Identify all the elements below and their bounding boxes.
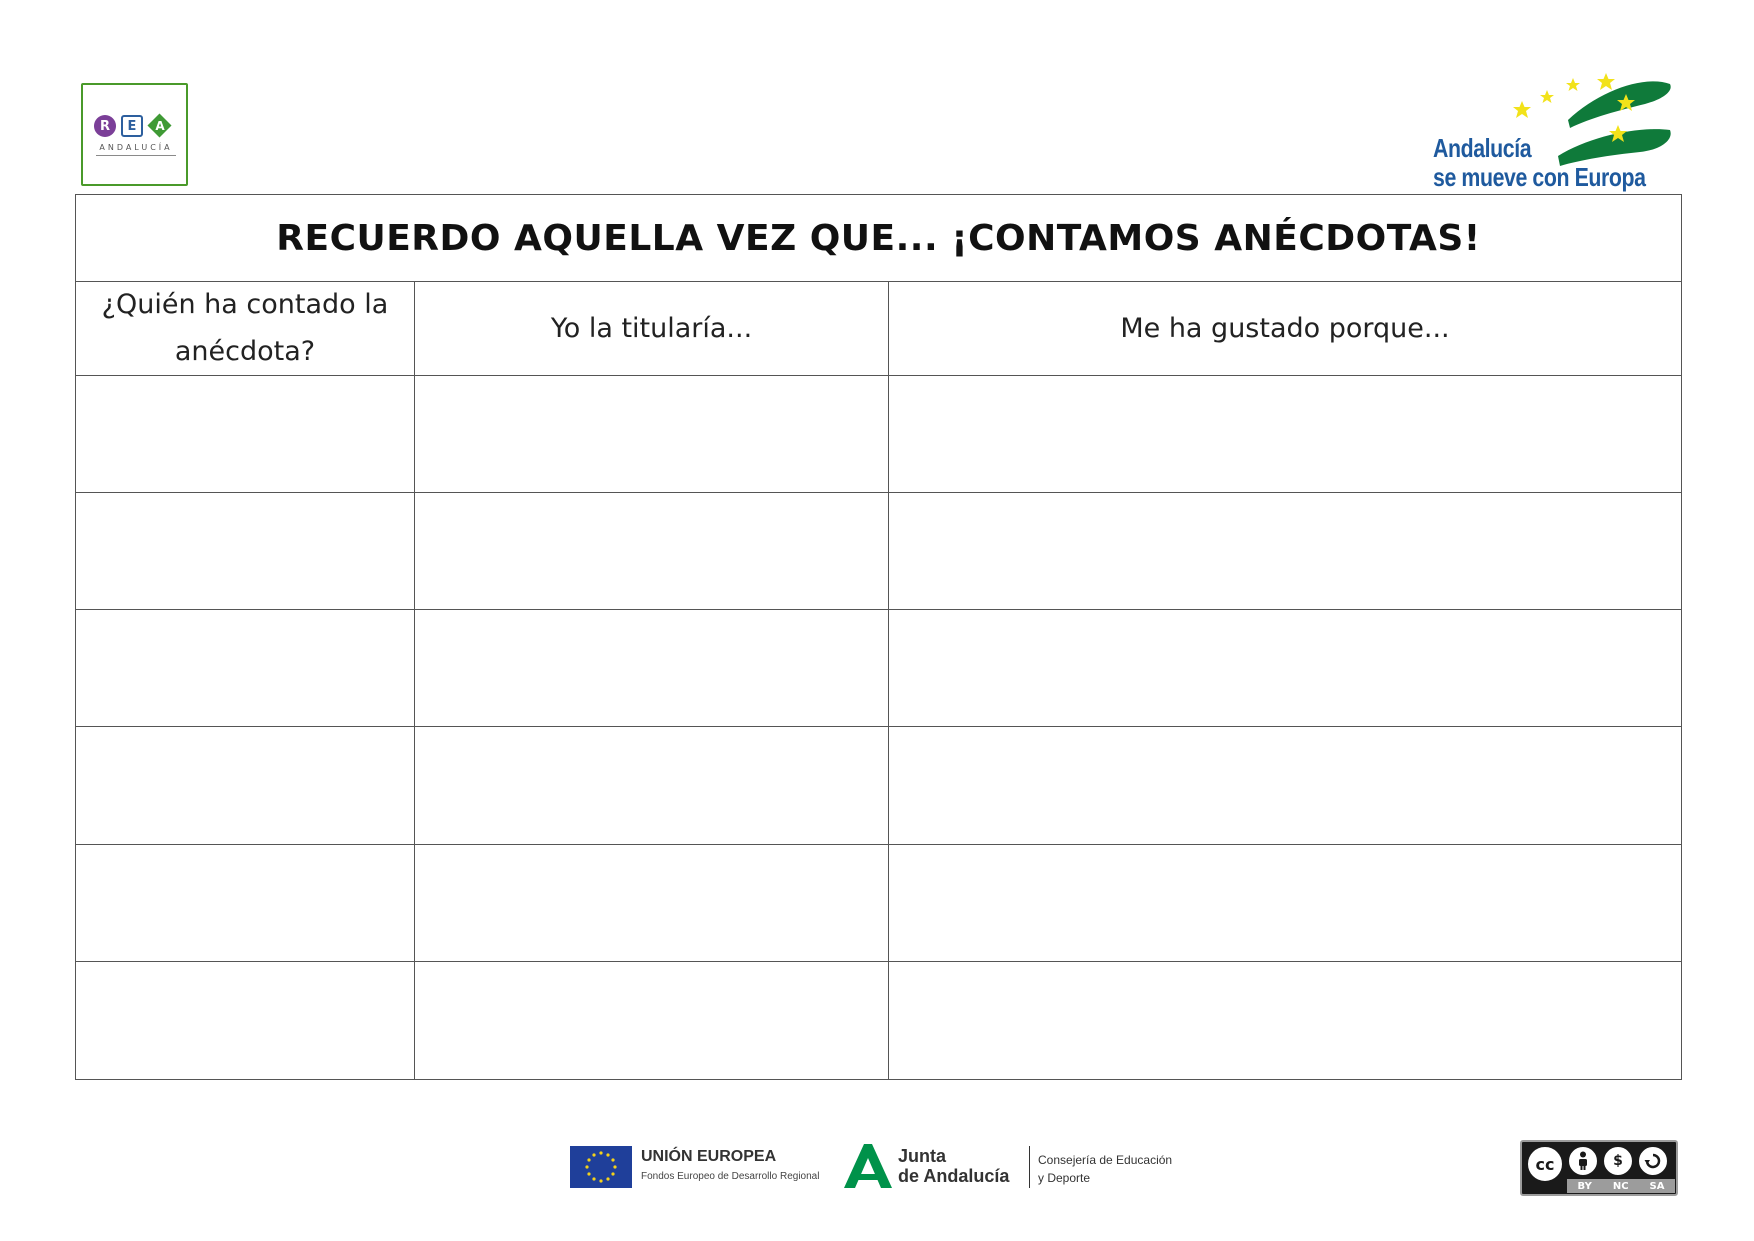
andalucia-europa-logo <box>1430 70 1685 195</box>
rea-andalucia-logo <box>81 83 188 186</box>
table-cell[interactable] <box>76 610 415 727</box>
table-cell[interactable] <box>76 376 415 493</box>
junta-name-line1: Junta <box>898 1146 947 1166</box>
junta-name <box>898 1146 1009 1186</box>
table-cell[interactable] <box>415 962 889 1079</box>
cc-icon: cc <box>1526 1145 1564 1183</box>
by-person-icon <box>1567 1145 1599 1177</box>
table-cell[interactable] <box>889 845 1681 962</box>
eu-flag-icon <box>570 1146 632 1188</box>
table-cell[interactable] <box>889 610 1681 727</box>
worksheet-title: RECUERDO AQUELLA VEZ QUE... ¡CONTAMOS ANÉCDOTAS! <box>276 217 1481 259</box>
table-cell[interactable] <box>415 845 889 962</box>
table-cell[interactable] <box>76 727 415 844</box>
table-cell[interactable] <box>76 845 415 962</box>
table-cell[interactable] <box>415 727 889 844</box>
eu-stars-icon <box>570 1146 632 1188</box>
column-header-title: Yo la titularía... <box>415 281 889 376</box>
column-header-liked: Me ha gustado porque... <box>889 281 1681 376</box>
worksheet-title-row <box>76 195 1681 282</box>
rea-letter-a: A <box>155 119 165 133</box>
nc-dollar-icon: $ <box>1602 1145 1634 1177</box>
anecdotes-worksheet-table <box>75 194 1682 1080</box>
eu-title: UNIÓN EUROPEA <box>641 1148 777 1165</box>
table-cell[interactable] <box>889 376 1681 493</box>
andalucia-logo-text <box>1433 134 1646 192</box>
eu-subtitle: Fondos Europeo de Desarrollo Regional <box>641 1171 820 1182</box>
cc-label-by: BY <box>1577 1180 1592 1192</box>
cc-label-sa: SA <box>1649 1180 1665 1192</box>
sa-share-icon <box>1637 1145 1669 1177</box>
andalucia-logo-line2: se mueve con Europa <box>1433 162 1646 192</box>
rea-letters <box>94 114 172 138</box>
table-cell[interactable] <box>415 376 889 493</box>
cc-license-badge <box>1520 1140 1678 1196</box>
rea-subtitle: ANDALUCÍA <box>99 143 173 152</box>
table-cell[interactable] <box>76 493 415 610</box>
table-cell[interactable] <box>415 493 889 610</box>
rea-underline <box>96 155 176 156</box>
cc-license-labels <box>1567 1179 1675 1193</box>
worksheet-grid <box>76 281 1681 1079</box>
department-line2: y Deporte <box>1038 1171 1091 1185</box>
junta-andalucia-icon <box>844 1144 892 1188</box>
department-name <box>1038 1151 1172 1187</box>
rea-letter-r: R <box>94 115 116 137</box>
table-cell[interactable] <box>76 962 415 1079</box>
rea-letter-e: E <box>121 115 143 137</box>
andalucia-logo-line1: Andalucía <box>1433 133 1532 163</box>
department-line1: Consejería de Educación <box>1038 1153 1173 1167</box>
junta-name-line2: de Andalucía <box>898 1166 1010 1186</box>
rea-letter-a-badge <box>148 114 172 138</box>
cc-license-icons <box>1526 1145 1669 1183</box>
table-cell[interactable] <box>889 727 1681 844</box>
junta-divider <box>1029 1146 1030 1188</box>
footer-funding-logos <box>570 1140 1190 1190</box>
table-cell[interactable] <box>889 962 1681 1079</box>
table-cell[interactable] <box>889 493 1681 610</box>
table-cell[interactable] <box>415 610 889 727</box>
column-header-who: ¿Quién ha contado la anécdota? <box>76 281 415 376</box>
cc-label-nc: NC <box>1612 1180 1629 1192</box>
